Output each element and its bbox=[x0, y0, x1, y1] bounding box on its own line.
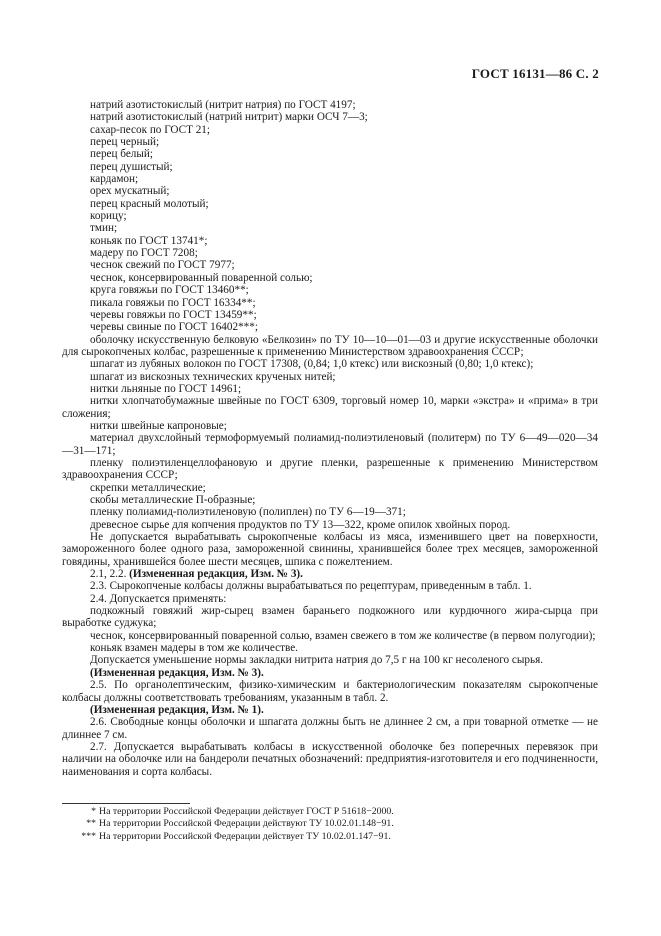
amendment-note: (Измененная редакция, Изм. № 3). bbox=[129, 568, 303, 581]
amendment-note: (Измененная редакция, Изм. № 3). bbox=[90, 666, 264, 679]
page-header: ГОСТ 16131—86 С. 2 bbox=[471, 66, 599, 81]
paragraph-text: пленку полиамид-полиэтиленовую (полиплен) по ТУ 6—19—371; bbox=[90, 506, 406, 519]
paragraph bbox=[62, 679, 598, 704]
paragraph-text: скобы металлические П-образные; bbox=[90, 494, 256, 506]
paragraph bbox=[62, 420, 598, 432]
paragraph bbox=[62, 334, 598, 359]
paragraph-text: пикала говяжьи по ГОСТ 16334**; bbox=[90, 296, 256, 309]
paragraph bbox=[62, 284, 598, 296]
paragraph bbox=[62, 568, 598, 580]
footnote-divider bbox=[62, 803, 190, 804]
paragraph-prefix: 2.1, 2.2. bbox=[90, 568, 130, 581]
paragraph bbox=[62, 309, 598, 321]
footnote-mark: ** bbox=[86, 818, 96, 830]
paragraph bbox=[62, 111, 598, 123]
paragraph bbox=[62, 642, 598, 654]
paragraph-text: 2.5. По органолептическим, физико-химическим и бактериологическим показателям сырокопченые колбасы должны соответствовать требованиям, указанным в табл. 2. bbox=[62, 679, 598, 704]
paragraph bbox=[62, 383, 598, 395]
paragraph bbox=[62, 395, 598, 420]
paragraph bbox=[62, 321, 598, 333]
paragraph-text: Допускается уменьшение нормы закладки нитрита натрия до 7,5 г на 100 кг несоленого сырья. bbox=[90, 654, 544, 667]
paragraph bbox=[62, 272, 598, 284]
footnote-text: На территории Российской Федерации действует ТУ 10.02.01.147−91. bbox=[99, 830, 391, 842]
paragraph bbox=[62, 716, 598, 741]
paragraph-text: 2.6. Свободные концы оболочки и шпагата должны быть не длиннее 2 см, а при товарной отметке — не длиннее 7 см. bbox=[62, 716, 598, 741]
paragraph bbox=[62, 259, 598, 271]
paragraph bbox=[62, 222, 598, 234]
paragraph bbox=[62, 198, 598, 210]
paragraph-text: кардамон; bbox=[90, 173, 139, 186]
paragraph bbox=[62, 124, 598, 136]
paragraph bbox=[62, 185, 598, 197]
paragraph-text: коньяк взамен мадеры в том же количестве. bbox=[90, 642, 298, 655]
paragraph-text: Не допускается вырабатывать сырокопченые колбасы из мяса, изменившего цвет на поверхности, замороженного более одного раза, замороженной свинины, хранившейся более трех месяцев, замороженной говядины, хранившейся более шести месяцев, шпика с пожелтением. bbox=[62, 531, 598, 568]
paragraph-text: чеснок, консервированный поваренной солью; bbox=[90, 271, 313, 284]
paragraph bbox=[62, 667, 598, 679]
paragraph-text: чеснок свежий по ГОСТ 7977; bbox=[90, 259, 235, 272]
paragraph bbox=[62, 371, 598, 383]
paragraph bbox=[62, 432, 598, 457]
paragraph bbox=[62, 494, 598, 506]
paragraph bbox=[62, 654, 598, 666]
paragraph-text: натрий азотистокислый (натрий нитрит) марки ОСЧ 7—3; bbox=[90, 111, 368, 124]
paragraph-text: оболочку искусственную белковую «Белкозин» по ТУ 10—10—01—03 и другие искусственные оболочки для сырокопченых колбас, разрешенные к применению Министерством здравоохранения СССР; bbox=[62, 333, 598, 358]
paragraph-text: натрий азотистокислый (нитрит натрия) по ГОСТ 4197; bbox=[90, 99, 356, 111]
paragraph-text: черевы свиные по ГОСТ 16402***; bbox=[90, 321, 258, 334]
paragraph-text: тмин; bbox=[90, 222, 118, 235]
paragraph-text: перец черный; bbox=[90, 136, 160, 149]
paragraph bbox=[62, 173, 598, 185]
paragraph bbox=[62, 210, 598, 222]
paragraph bbox=[62, 99, 598, 111]
paragraph bbox=[62, 247, 598, 259]
footnote-mark: * bbox=[91, 806, 96, 817]
amendment-note: (Измененная редакция, Изм. № 1). bbox=[90, 703, 264, 716]
paragraph bbox=[62, 457, 598, 482]
paragraph-text: перец белый; bbox=[90, 148, 154, 161]
paragraph-text: шпагат из лубяных волокон по ГОСТ 17308, (0,84; 1,0 ктекс) или вискозный (0,80; 1,0 ктекс); bbox=[90, 358, 534, 371]
paragraph bbox=[62, 519, 598, 531]
footnote-text: На территории Российской Федерации действует ГОСТ Р 51618−2000. bbox=[99, 806, 394, 817]
paragraph bbox=[62, 482, 598, 494]
paragraph-text: перец красный молотый; bbox=[90, 197, 209, 210]
document-body bbox=[62, 99, 598, 778]
paragraph bbox=[62, 593, 598, 605]
paragraph-text: мадеру по ГОСТ 7208; bbox=[90, 247, 198, 260]
paragraph-text: перец душистый; bbox=[90, 160, 173, 173]
paragraph-text: коньяк по ГОСТ 13741*; bbox=[90, 234, 208, 247]
paragraph-text: материал двухслойный термоформуемый полиамид-полиэтиленовый (политерм) по ТУ 6—49—020—34—31—171; bbox=[62, 432, 598, 457]
paragraph-text: нитки швейные капроновые; bbox=[90, 419, 227, 432]
paragraph-text: сахар-песок по ГОСТ 21; bbox=[90, 123, 210, 136]
footnote-text: На территории Российской Федерации действуют ТУ 10.02.01.148−91. bbox=[99, 818, 394, 830]
paragraph-text: пленку полиэтиленцеллофановую и другие пленки, разрешенные к применению Министерством здравоохранения СССР; bbox=[62, 456, 598, 482]
paragraph bbox=[62, 148, 598, 160]
paragraph-text: орех мускатный; bbox=[90, 185, 170, 198]
paragraph bbox=[62, 235, 598, 247]
paragraph bbox=[62, 161, 598, 173]
paragraph-text: черевы говяжьи по ГОСТ 13459**; bbox=[90, 308, 257, 321]
paragraph-text: круга говяжьи по ГОСТ 13460**; bbox=[90, 284, 249, 297]
paragraph bbox=[62, 605, 598, 630]
paragraph bbox=[62, 704, 598, 716]
paragraph bbox=[62, 297, 598, 309]
paragraph-text: корицу; bbox=[90, 210, 127, 223]
paragraph-text: 2.3. Сырокопченые колбасы должны вырабатываться по рецептурам, приведенным в табл. 1. bbox=[90, 580, 532, 593]
footnote bbox=[62, 818, 598, 830]
footnotes bbox=[62, 806, 598, 843]
paragraph-text: 2.4. Допускается применять: bbox=[90, 592, 227, 605]
paragraph bbox=[62, 358, 598, 370]
paragraph-text: нитки хлопчатобумажные швейные по ГОСТ 6309, торговый номер 10, марки «экстра» и «прима» в три сложения; bbox=[62, 395, 598, 420]
paragraph-text: древесное сырье для копчения продуктов по ТУ 13—322, кроме опилок хвойных пород. bbox=[90, 518, 511, 531]
paragraph bbox=[62, 580, 598, 592]
paragraph-text: шпагат из вискозных технических крученых нитей; bbox=[90, 370, 336, 383]
footnote bbox=[62, 831, 598, 843]
paragraph bbox=[62, 630, 598, 642]
footnote-mark: *** bbox=[81, 830, 96, 842]
paragraph bbox=[62, 506, 598, 518]
paragraph-text: подкожный говяжий жир-сырец взамен бараньего подкожного или курдючного жира-сырца при выработке суджука; bbox=[62, 605, 598, 630]
paragraph-text: нитки льняные по ГОСТ 14961; bbox=[90, 382, 242, 395]
paragraph-text: скрепки металлические; bbox=[90, 481, 206, 494]
paragraph bbox=[62, 531, 598, 568]
paragraph-text: чеснок, консервированный поваренной солью, взамен свежего в том же количестве (в первом полугодии); bbox=[90, 629, 596, 642]
paragraph bbox=[62, 136, 598, 148]
paragraph bbox=[62, 741, 598, 778]
footnote bbox=[62, 806, 598, 818]
paragraph-text: 2.7. Допускается вырабатывать колбасы в искусственной оболочке без поперечных перевязок при наличии на оболочке или на бандероли печатных обозначений: предприятия-изготовителя и его подчиненности, наименования и сорта колбасы. bbox=[62, 740, 598, 778]
